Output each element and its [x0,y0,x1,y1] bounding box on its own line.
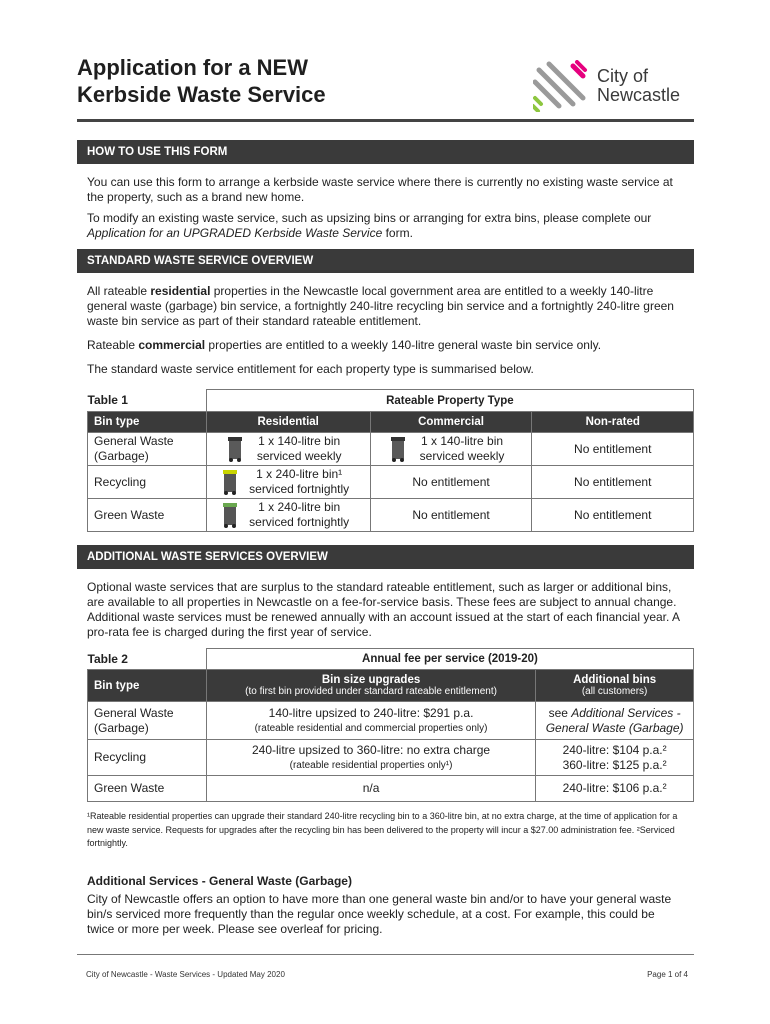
table1-res-green [206,499,370,532]
table1-col-commercial: Commercial [370,412,532,433]
table1-bin-green: Green Waste [88,499,207,532]
standard-para3: The standard waste service entitlement for each property type is summarised below. [87,362,534,376]
table2-upgrade-recycling-main: 240-litre upsized to 360-litre: no extra charge [251,742,491,757]
table2-upgrade-green: n/a [206,776,535,802]
standard-para2-b: properties are entitled to a weekly 140-litre general waste bin service only. [205,338,602,352]
table1-res-general [206,433,370,466]
standard-para1-b: properties in the Newcastle local government area are entitled to a weekly 140-litre general waste (garbage) bin service, a fortnightly 240-litre recycling bin service and a fortnightly 240-litre green waste bin service as part of their standard rateable entitlement. [87,284,674,328]
footnote: ¹Rateable residential properties can upgrade their standard 240-litre recycling bin to a 360-litre bin, at no extra charge, at the time of application for a new waste service. Requests for upgrades after the recycling bin has been delivered to the property will incur a $27.00 administration fee. ²Serviced fortnightly. [87,811,678,848]
table1-non-recycling: No entitlement [532,466,694,499]
how-to-para2-a: To modify an existing waste service, such as upsizing bins or arranging for extra bins, please complete our [87,211,652,225]
additional-services-heading: Additional Services - General Waste (Garbage) [87,873,352,888]
table1-col-nonrated: Non-rated [532,412,694,433]
table1-com-general-text: 1 x 140-litre bin serviced weekly [419,434,505,463]
additional-services-ref: Additional Services - General Waste (Garbage) [545,705,684,735]
table1-bin-recycling: Recycling [88,466,207,499]
city-logo-text [597,67,680,105]
table1-res-green-text: 1 x 240-litre bin serviced fortnightly [249,500,350,529]
table1-col-residential: Residential [206,412,370,433]
table2-group-header: Annual fee per service (2019-20) [206,649,693,670]
section-heading-standard: STANDARD WASTE SERVICE OVERVIEW [77,249,694,273]
table2-bin-general: General Waste (Garbage) [88,702,207,740]
table2-additional-recycling-1: 240-litre: $104 p.a.² [562,742,667,757]
table2-col-additional-sub: (all customers) [581,686,648,697]
additional-services-para: City of Newcastle offers an option to have more than one general waste bin and/or to have your general waste bin/s serviced more frequently than the regular once weekly schedule, at a cost. For example, this could be twice or more per week. Please see overleaf for pricing. [87,891,672,936]
table2-upgrade-general [206,702,535,740]
standard-para1-bold: residential [150,284,211,298]
table1-group-header: Rateable Property Type [206,390,693,412]
header-divider [77,119,694,122]
table-row [88,499,694,532]
table1-col-bin-type: Bin type [88,412,207,433]
standard-para1-a: All rateable [87,284,151,298]
table2-col-upgrades-label: Bin size upgrades [321,674,421,686]
footer-divider [77,954,694,955]
table2 [87,648,694,802]
table2-upgrade-general-sub: (rateable residential and commercial properties only) [254,722,488,734]
bin-green-icon [222,502,238,528]
table2-col-upgrades [206,670,535,702]
table-row [88,776,694,802]
table2-upgrade-recycling-sub: (rateable residential properties only¹) [289,759,453,771]
table-row [88,740,694,776]
table1 [87,389,694,532]
form-content [77,140,694,937]
table2-additional-recycling [536,740,694,776]
page-title-line2: Kerbside Waste Service [77,82,326,107]
table1-res-general-text: 1 x 140-litre bin serviced weekly [256,434,342,463]
table2-col-additional [536,670,694,702]
logo-line2: Newcastle [596,85,680,105]
table2-upgrade-general-main: 140-litre upsized to 240-litre: $291 p.a. [268,705,474,720]
section-heading-how-to: HOW TO USE THIS FORM [77,140,694,164]
how-to-para1: You can use this form to arrange a kerbside waste service where there is currently no existing waste service at the property, such as a brand new home. [87,175,673,204]
page-header [77,54,694,120]
table1-res-recycling [206,466,370,499]
table-row [88,702,694,740]
table2-bin-green: Green Waste [88,776,207,802]
standard-para1 [77,284,694,329]
table2-additional-recycling-2: 360-litre: $125 p.a.² [562,757,667,772]
table1-non-general: No entitlement [532,433,694,466]
table-row [88,433,694,466]
footer-left: City of Newcastle - Waste Services - Updated May 2020 [86,970,285,979]
bin-general-icon [227,436,243,462]
city-logo [533,60,680,112]
table1-com-green: No entitlement [370,499,532,532]
table2-additional-green: 240-litre: $106 p.a.² [536,776,694,802]
table2-additional-general [536,702,694,740]
table2-upgrade-recycling [206,740,535,776]
bin-general-icon [390,436,406,462]
table-row [88,466,694,499]
additional-para1: Optional waste services that are surplus to the standard rateable entitlement, such as larger or additional bins, are available to all properties in Newcastle on a fee-for-service basis. These fees are subject to annual change. Additional waste services must be renewed annually with an account issued at the start of each financial year. A pro-rata fee is charged during the first year of service. [87,580,680,639]
table2-label: Table 2 [88,649,207,670]
standard-para2-a: Rateable [87,338,139,352]
table1-res-recycling-text: 1 x 240-litre bin¹ serviced fortnightly [249,467,350,496]
table1-non-green: No entitlement [532,499,694,532]
table2-col-additional-label: Additional bins [573,674,657,686]
table1-com-general [370,433,532,466]
how-to-para2 [77,211,694,241]
standard-para2-bold: commercial [138,338,206,352]
page-title-line1: Application for a NEW [77,55,308,80]
bin-recycling-icon [222,469,238,495]
table2-bin-recycling: Recycling [88,740,207,776]
logo-line1: City of [596,66,648,86]
page-number: Page 1 of 4 [647,970,688,979]
how-to-para2-b: form. [382,226,413,240]
upgraded-form-name: Application for an UPGRADED Kerbside Waste Service [87,226,383,240]
table1-bin-general: General Waste (Garbage) [88,433,207,466]
table2-col-bin-type: Bin type [88,670,207,702]
section-heading-additional: ADDITIONAL WASTE SERVICES OVERVIEW [77,545,694,569]
table1-com-recycling: No entitlement [370,466,532,499]
standard-para2 [77,338,694,353]
table2-additional-general-a: see [548,705,572,720]
table1-label: Table 1 [88,390,207,412]
table2-col-upgrades-sub: (to first bin provided under standard rateable entitlement) [245,686,497,697]
city-logo-mark-icon [533,60,591,112]
